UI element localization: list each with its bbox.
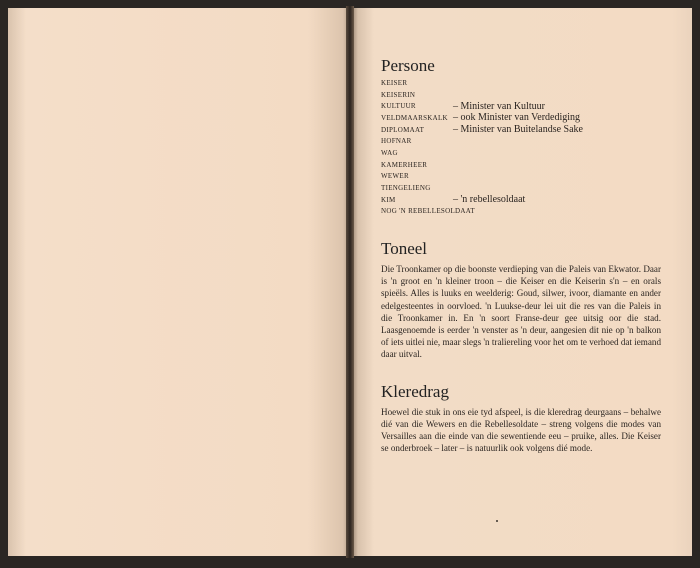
book-spine-gutter [346, 6, 354, 558]
cast-role: – Minister van Buitelandse Sake [453, 124, 583, 136]
cast-role: – Minister van Kultuur [453, 100, 545, 112]
personae-heading: Persone [381, 56, 435, 75]
cast-name: KIM [381, 195, 396, 204]
cast-name: HOFNAR [381, 137, 412, 146]
toneel-heading: Toneel [381, 239, 428, 259]
cast-row [381, 206, 661, 218]
cast-name: KAMERHEER [381, 160, 428, 169]
cast-row [381, 100, 661, 112]
cast-name: KEISERIN [381, 90, 416, 99]
cast-row [381, 159, 661, 171]
cast-row [381, 182, 661, 194]
cast-name: KEISER [381, 78, 408, 87]
cast-role: – 'n rebellesoldaat [453, 194, 526, 206]
cast-row [381, 171, 661, 183]
cast-row [381, 135, 661, 147]
cast-name: VELDMAARSKALK [381, 113, 448, 122]
cast-name: WAG [381, 148, 398, 157]
cast-row [381, 89, 661, 101]
kleredrag-heading: Kleredrag [381, 382, 449, 401]
cast-name: DIPLOMAAT [381, 125, 425, 134]
cast-row [381, 124, 661, 136]
cast-list [381, 77, 661, 217]
cast-row [381, 194, 661, 206]
cast-name: KULTUUR [381, 102, 416, 111]
left-page [8, 8, 348, 556]
cast-name: NOG 'N REBELLESOLDAAT [381, 207, 475, 216]
toneel-paragraph: Die Troonkamer op die boonste verdieping van die Paleis van Ekwator. Daar is 'n groot en 'n kleiner troon – die Keiser en die Keiserin s'n – en orals spieëls. Alles is luuks en weelderig: Goud, silwer, ivoor, diamante en ander edelgesteentes in oorvloed. 'n Luukse-deur lei uit die res van die Paleis in die Troonkamer in. En 'n soort Franse-deur gee uitsig oor die stad. Laasgenoemde is eerder 'n venster as 'n deur, aangesien dit nie op 'n balkon of iets uitlei nie, maar slegs 'n traliereling voor het om te verhoed dat iemand daar uitval. [381, 264, 661, 359]
cast-name: WEWER [381, 172, 409, 181]
kleredrag-paragraph: Hoewel die stuk in ons eie tyd afspeel, is die kleredrag deurgaans – behalwe dié van die Wewers en die Rebellesoldate – streng volgens die modes van Versailles aan die einde van die sewentiende eeu – pruike, alles. Die Keiser se onderbroek – later – is natuurlik ook volgens dié mode. [381, 407, 661, 454]
page-content [381, 56, 661, 454]
cast-row [381, 147, 661, 159]
cast-row [381, 112, 661, 124]
cast-row [381, 77, 661, 89]
cast-role: – ook Minister van Verdediging [453, 112, 581, 124]
ink-speck [496, 520, 498, 522]
cast-name: TIENGELIENG [381, 184, 431, 193]
